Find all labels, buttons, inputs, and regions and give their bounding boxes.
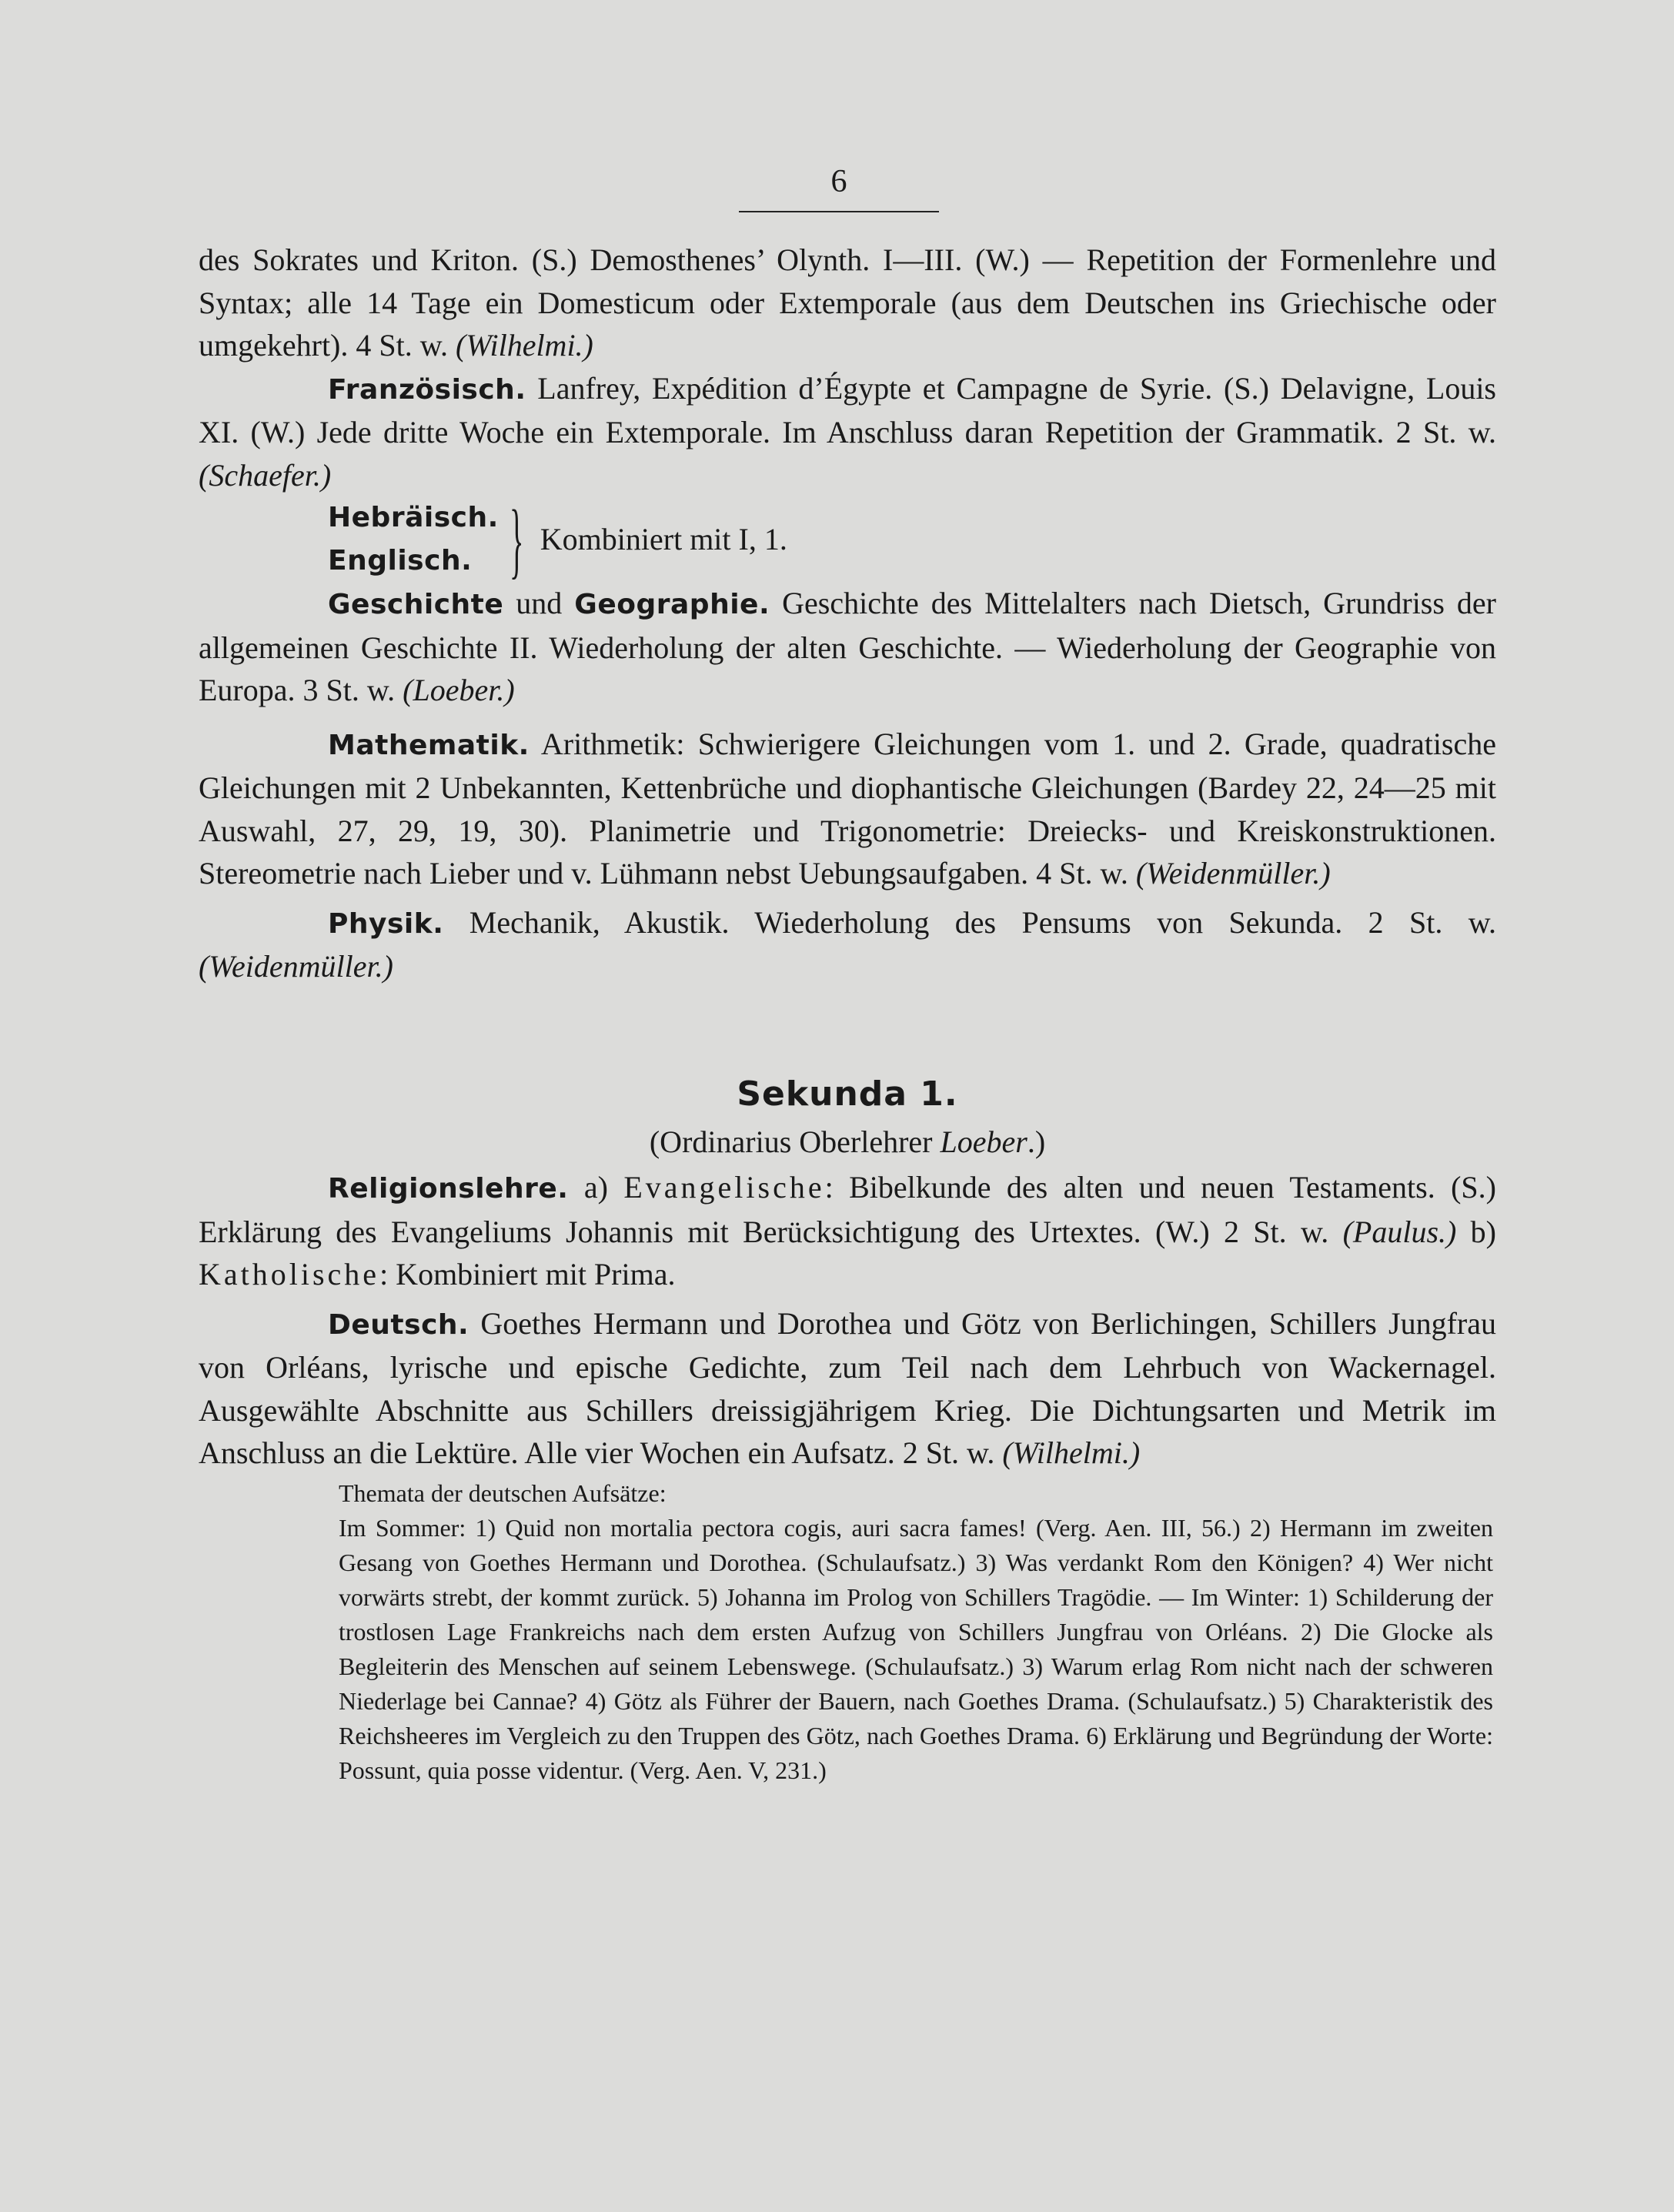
brace-symbol: } [509,492,524,586]
paragraph-text: Arithmetik: Schwierigere Gleichungen vom 1. und 2. Grade, quadratische Gleichungen mit 2 Unbekannten, Kettenbrüche und diophantische Gleichungen (Bardey 22, 24—25 mit Auswahl, 27, 29, 19, 30). Planimetrie und Trigonometrie: Dreiecks- und Kreiskonstruktionen. Stereometrie nach Lieber und v. Lühmann nebst Uebungsaufgaben. 4 St. w. [199,726,1496,890]
teacher-name: (Weidenmüller.) [199,949,393,984]
teacher-name: (Schaefer.) [199,457,332,493]
themata-text: Im Sommer: 1) Quid non mortalia pectora cogis, auri sacra fames! (Verg. Aen. III, 56.) 2) Hermann im zweiten Gesang von Goethes Hermann und Dorothea. (Schulaufsatz.) 3) Was verdankt Rom den Königen? 4) Wer nicht vorwärts strebt, der kommt zurück. 5) Johanna im Prolog von Schillers Tragödie. — Im Winter: 1) Schilderung der trostlosen Lage Frankreichs nach dem ersten Aufzug von Schillers Jungfrau von Orléans. 2) Die Glocke als Begleiterin des Menschen auf seinem Lebenswege. (Schulaufsatz.) 3) Warum erlag Rom nicht nach der schweren Niederlage bei Cannae? 4) Götz als Führer der Bauern, nach Goethes Drama. (Schulaufsatz.) 5) Charakteristik des Reichsheeres im Vergleich zu den Truppen des Götz, nach Goethes Drama. 6) Erklärung und Begründung der Worte: Possunt, quia posse videntur. (Verg. Aen. V, 231.) [339,1513,1493,1784]
subject-heading: Religionslehre. [328,1173,569,1205]
ordinarius-prefix: (Ordinarius Oberlehrer [649,1124,941,1159]
katholisch-label: Katholische [199,1257,380,1291]
subject-heading: Mathematik. [328,729,530,761]
subject-heading: Deutsch. [328,1308,469,1341]
label-a: a) [568,1170,624,1205]
paragraph-religion [199,1166,1496,1296]
teacher-name: (Weidenmüller.) [1135,856,1331,890]
evangelisch-label: Evangelische [623,1170,825,1205]
combined-subject-labels [328,496,499,582]
paragraph-text: Geschichte des Mittelalters nach Dietsch, Grundriss der allgemeinen Geschichte II. Wiederholung der alten Geschichte. — Wiederholung der Geographie von Europa. 3 St. w. [199,586,1497,707]
subject-heading: Hebräisch. [328,502,499,533]
subject-heading: Französisch. [328,373,526,406]
ordinarius-suffix: .) [1027,1124,1046,1159]
teacher-name: (Paulus.) [1342,1214,1457,1249]
paragraph-franzoesisch [199,367,1496,497]
themata-block [339,1476,1493,1788]
subject-heading: Englisch. [328,544,473,576]
paragraph-physik [199,901,1496,988]
paragraph-text: des Sokrates und Kriton. (S.) Demosthenes’ Olynth. I—III. (W.) — Repetition der Formenlehre und Syntax; alle 14 Tage ein Domesticum oder Extemporale (aus dem Deutschen ins Griechische oder umgekehrt). 4 St. w. [199,242,1496,363]
teacher-name: (Wilhelmi.) [456,328,593,363]
paragraph-text: Lanfrey, Expédition d’Égypte et Campagne de Syrie. (S.) Delavigne, Louis XI. (W.) Jede dritte Woche ein Extemporale. Im Anschluss daran Repetition der Grammatik. 2 St. w. [199,370,1496,449]
combined-note: Kombiniert mit I, 1. [540,521,787,556]
paragraph-mathematik [199,723,1496,895]
combined-subjects [328,492,1496,586]
teacher-name: (Loeber.) [403,673,515,707]
paragraph-griechisch-continued [199,239,1496,367]
body-text [199,239,1496,1788]
paragraph-text: Mechanik, Akustik. Wiederholung des Pensums von Sekunda. 2 St. w. [443,904,1496,940]
subject-heading: Geschichte [328,589,504,620]
paragraph-deutsch [199,1302,1496,1475]
page-number: 6 [739,163,939,212]
section-heading: Sekunda 1. [737,1074,958,1114]
subject-heading: Geographie. [574,589,770,620]
paragraph-geschichte [199,582,1496,712]
paragraph-text: : Kombiniert mit Prima. [379,1257,676,1291]
paragraph-text: : Bibelkunde des alten und neuen Testaments. (S.) Erklärung des Evangeliums Johannis mit Berücksichtigung des Urtextes. (W.) 2 St. w. [199,1170,1496,1249]
connector-text: und [503,586,575,620]
section-subheading [199,1121,1496,1164]
subject-heading: Physik. [328,907,444,940]
ordinarius-name: Loeber [940,1124,1027,1159]
themata-title: Themata der deutschen Aufsätze: [339,1479,667,1507]
paragraph-text: Goethes Hermann und Dorothea und Götz von Berlichingen, Schillers Jungfrau von Orléans, lyrische und epische Gedichte, zum Teil nach dem Lehrbuch von Wackernagel. Ausgewählte Abschnitte aus Schillers dreissigjährigem Krieg. Die Dichtungsarten und Metrik im Anschluss an die Lektüre. Alle vier Wochen ein Aufsatz. 2 St. w. [199,1305,1496,1470]
label-b: b) [1456,1214,1496,1249]
teacher-name: (Wilhelmi.) [1002,1435,1141,1470]
